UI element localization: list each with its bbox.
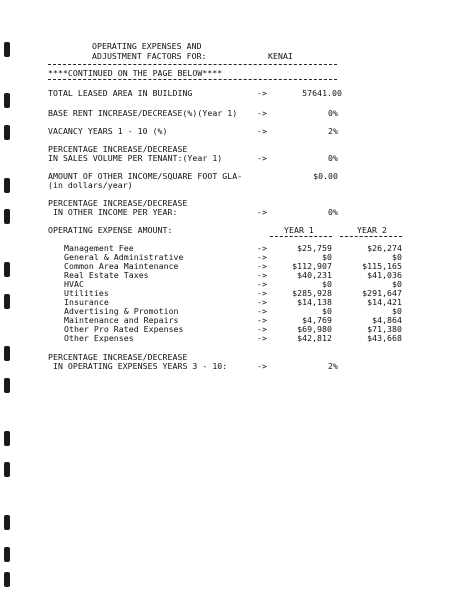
arrow: ->	[257, 288, 267, 298]
punch-hole	[4, 42, 10, 57]
expense-name: Management Fee	[64, 243, 134, 253]
expense-year1: $42,812	[297, 333, 332, 343]
expense-year2: $41,036	[367, 270, 402, 280]
location-name: KENAI	[268, 51, 293, 61]
base-rent-label: BASE RENT INCREASE/DECREASE(%)(Year 1)	[48, 108, 238, 118]
arrow: ->	[257, 88, 267, 98]
expense-year1: $69,980	[297, 324, 332, 334]
punch-hole	[4, 547, 10, 562]
opex-pct-label-1: PERCENTAGE INCREASE/DECREASE	[48, 352, 188, 362]
opex-pct-label-2: IN OPERATING EXPENSES YEARS 3 - 10:	[48, 361, 228, 371]
expense-year2: $0	[392, 306, 402, 316]
punch-hole	[4, 294, 10, 309]
arrow: ->	[257, 243, 267, 253]
expense-year1: $4,769	[302, 315, 332, 325]
expense-name: Other Expenses	[64, 333, 134, 343]
year2-underline	[340, 236, 402, 237]
arrow: ->	[257, 315, 267, 325]
expense-year2: $4,864	[372, 315, 402, 325]
arrow: ->	[257, 333, 267, 343]
sales-volume-label-1: PERCENTAGE INCREASE/DECREASE	[48, 144, 188, 154]
year1-underline	[270, 236, 332, 237]
other-income-pct-value: 0%	[328, 207, 338, 217]
punch-hole	[4, 378, 10, 393]
other-income-label-1: AMOUNT OF OTHER INCOME/SQUARE FOOT GLA-	[48, 171, 243, 181]
expense-year1: $0	[322, 252, 332, 262]
other-income-pct-label-1: PERCENTAGE INCREASE/DECREASE	[48, 198, 188, 208]
arrow: ->	[257, 297, 267, 307]
arrow: ->	[257, 108, 267, 118]
header-divider	[48, 79, 337, 80]
expense-name: Real Estate Taxes	[64, 270, 149, 280]
year1-header: YEAR 1	[284, 225, 314, 235]
punch-hole	[4, 178, 10, 193]
other-income-label-2: (in dollars/year)	[48, 180, 133, 190]
expense-name: General & Administrative	[64, 252, 184, 262]
arrow: ->	[257, 261, 267, 271]
expense-name: Utilities	[64, 288, 109, 298]
arrow: ->	[257, 361, 267, 371]
expense-heading: OPERATING EXPENSE AMOUNT:	[48, 225, 173, 235]
base-rent-value: 0%	[328, 108, 338, 118]
total-leased-label: TOTAL LEASED AREA IN BUILDING	[48, 88, 193, 98]
expense-year1: $25,759	[297, 243, 332, 253]
expense-year2: $0	[392, 279, 402, 289]
expense-year1: $40,231	[297, 270, 332, 280]
expense-year2: $0	[392, 252, 402, 262]
opex-pct-value: 2%	[328, 361, 338, 371]
header-divider	[48, 64, 337, 65]
punch-hole	[4, 572, 10, 587]
punch-hole-strip	[4, 0, 14, 599]
expense-year1: $0	[322, 279, 332, 289]
expense-year1: $285,928	[292, 288, 332, 298]
punch-hole	[4, 125, 10, 140]
expense-year1: $112,907	[292, 261, 332, 271]
arrow: ->	[257, 306, 267, 316]
year2-header: YEAR 2	[357, 225, 387, 235]
total-leased-value: 57641.00	[302, 88, 342, 98]
arrow: ->	[257, 153, 267, 163]
punch-hole	[4, 262, 10, 277]
arrow: ->	[257, 324, 267, 334]
punch-hole	[4, 209, 10, 224]
vacancy-label: VACANCY YEARS 1 - 10 (%)	[48, 126, 168, 136]
arrow: ->	[257, 207, 267, 217]
expense-name: HVAC	[64, 279, 84, 289]
expense-year1: $14,138	[297, 297, 332, 307]
expense-year2: $291,647	[362, 288, 402, 298]
punch-hole	[4, 462, 10, 477]
title-line-2: ADJUSTMENT FACTORS FOR:	[92, 51, 207, 61]
continued-note: ****CONTINUED ON THE PAGE BELOW****	[48, 68, 223, 78]
other-income-value: $0.00	[313, 171, 338, 181]
sales-volume-label-2: IN SALES VOLUME PER TENANT:(Year 1)	[48, 153, 223, 163]
expense-name: Maintenance and Repairs	[64, 315, 179, 325]
vacancy-value: 2%	[328, 126, 338, 136]
expense-year2: $115,165	[362, 261, 402, 271]
expense-name: Insurance	[64, 297, 109, 307]
punch-hole	[4, 93, 10, 108]
punch-hole	[4, 515, 10, 530]
arrow: ->	[257, 270, 267, 280]
punch-hole	[4, 431, 10, 446]
expense-year2: $71,380	[367, 324, 402, 334]
expense-name: Other Pro Rated Expenses	[64, 324, 184, 334]
sales-volume-value: 0%	[328, 153, 338, 163]
arrow: ->	[257, 126, 267, 136]
arrow: ->	[257, 252, 267, 262]
expense-year2: $43,668	[367, 333, 402, 343]
title-line-1: OPERATING EXPENSES AND	[92, 41, 202, 51]
expense-name: Advertising & Promotion	[64, 306, 179, 316]
expense-year1: $0	[322, 306, 332, 316]
punch-hole	[4, 346, 10, 361]
expense-name: Common Area Maintenance	[64, 261, 179, 271]
expense-year2: $26,274	[367, 243, 402, 253]
arrow: ->	[257, 279, 267, 289]
other-income-pct-label-2: IN OTHER INCOME PER YEAR:	[48, 207, 178, 217]
expense-year2: $14,421	[367, 297, 402, 307]
